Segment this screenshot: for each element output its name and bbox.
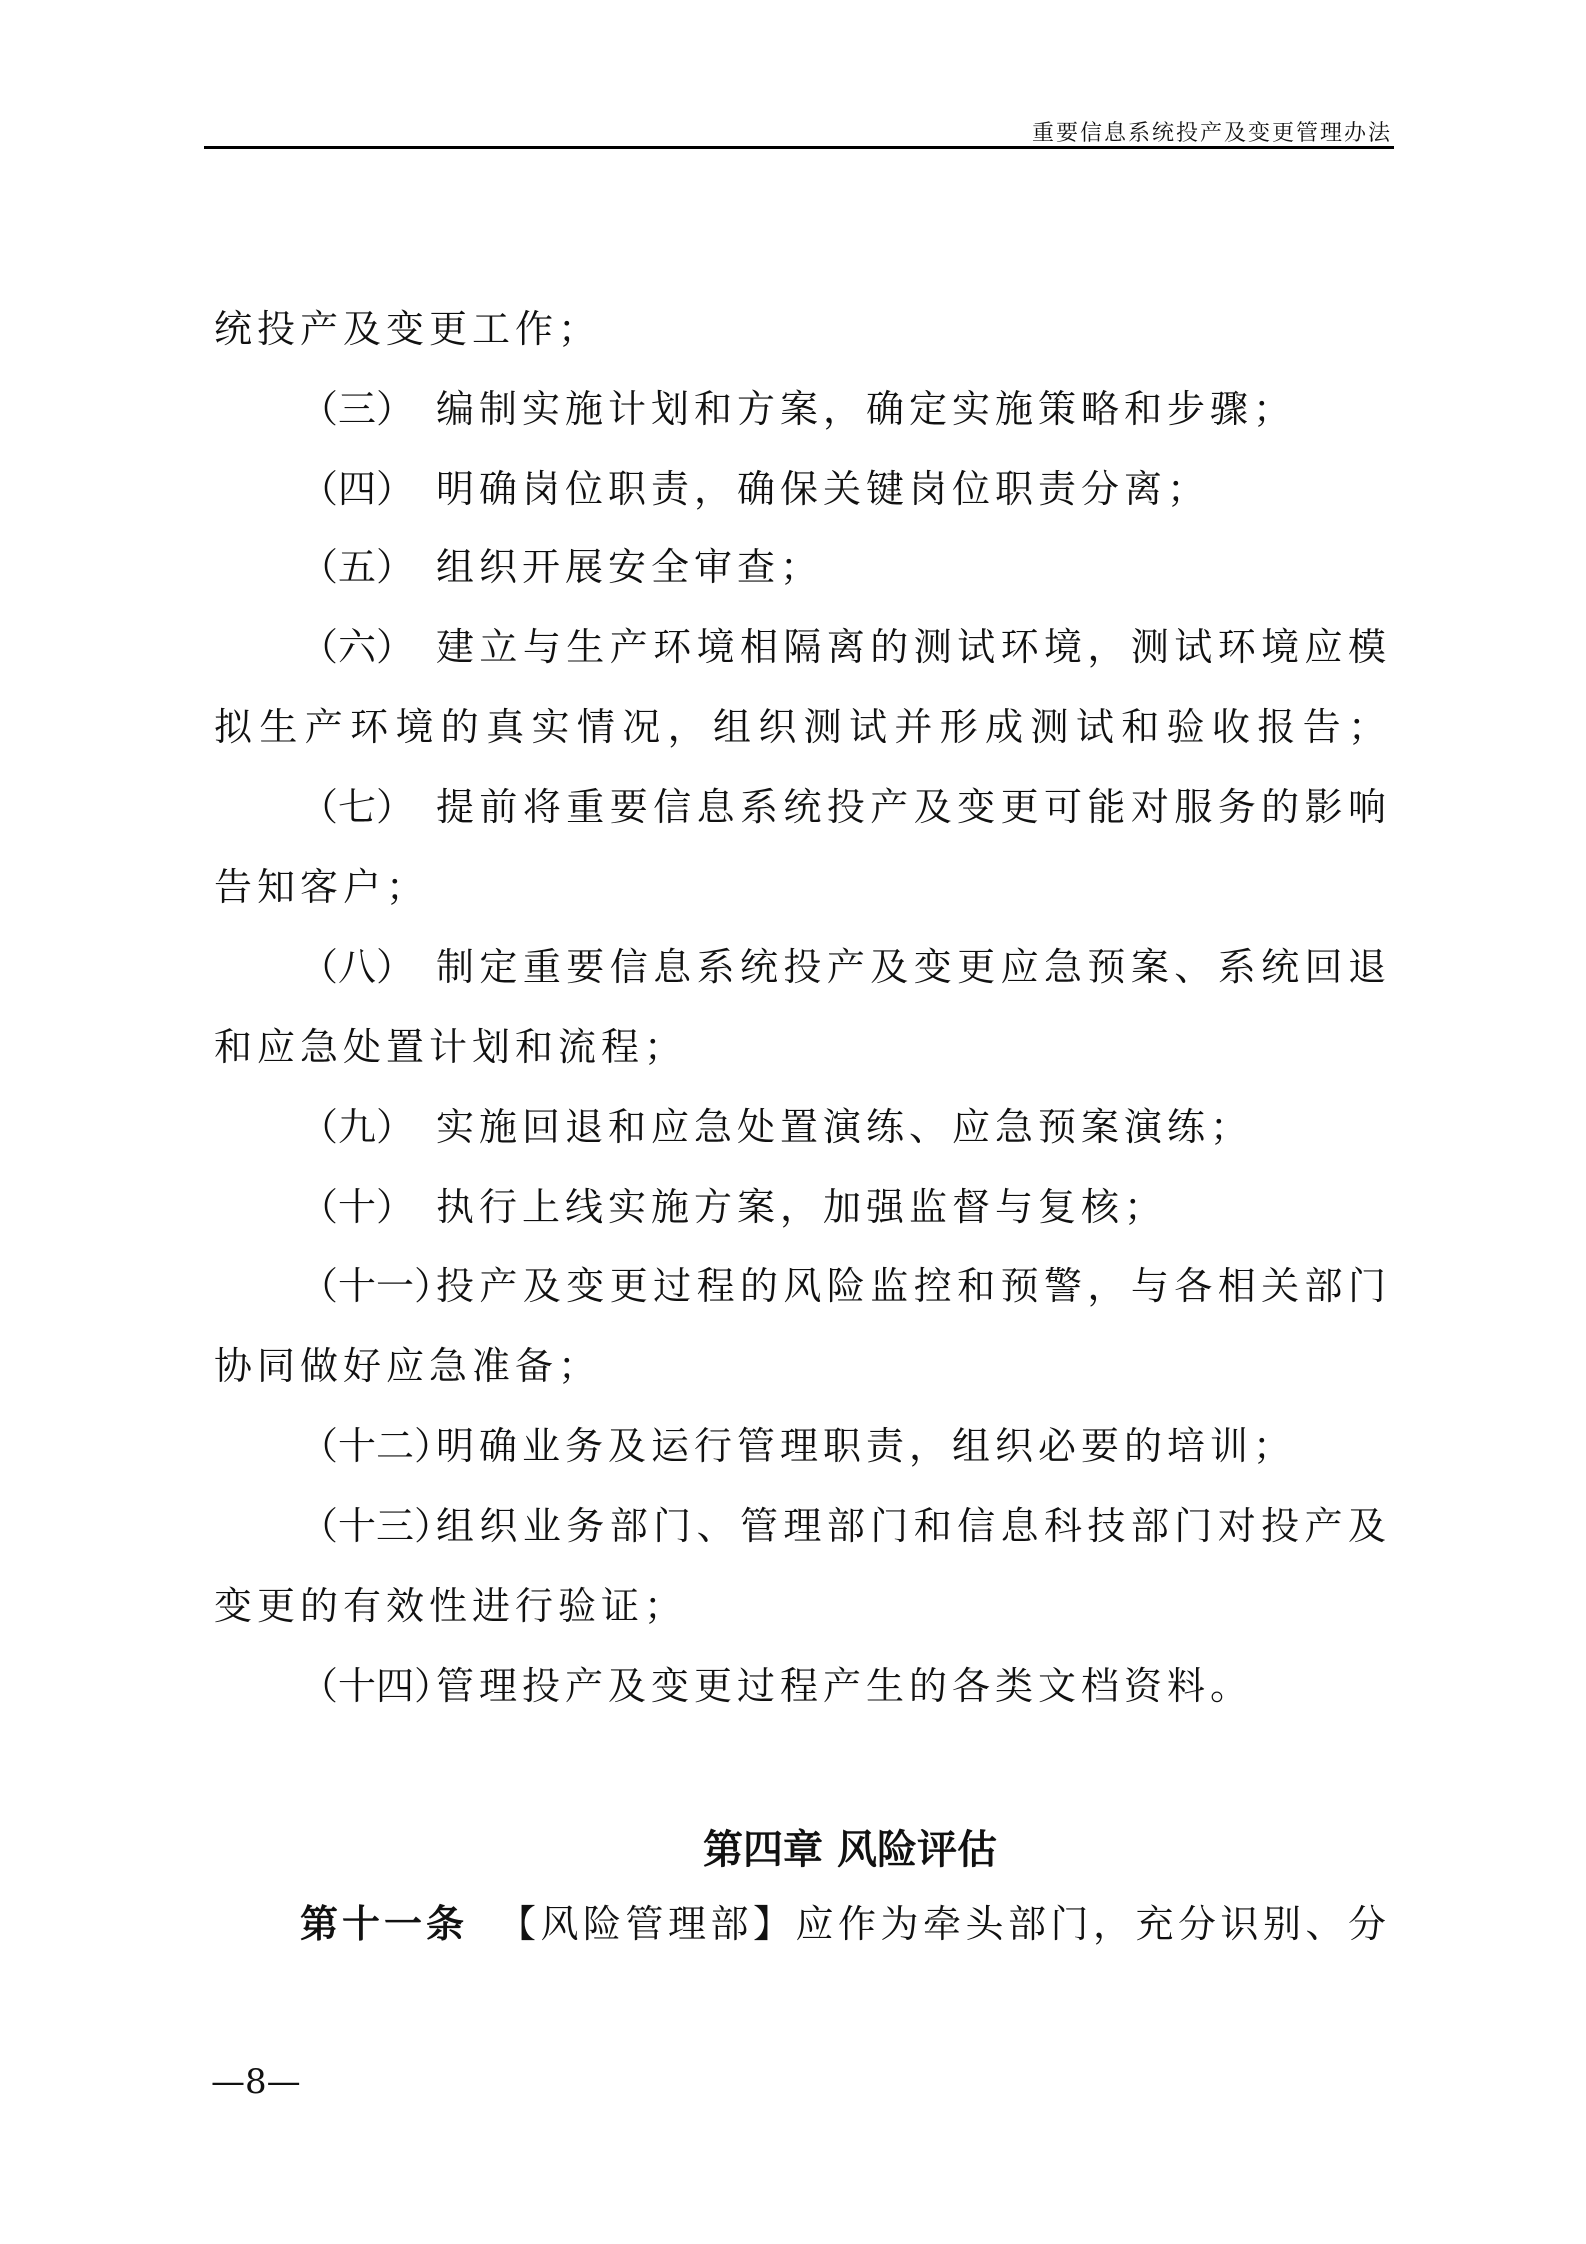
text-line <box>300 384 1296 434</box>
chapter-heading: 第四章 风险评估 <box>703 1827 997 1873</box>
line-text: 和应急处置计划和流程； <box>214 1025 688 1069</box>
article-number: 第十一条 <box>300 1902 469 1946</box>
text-line <box>300 1661 1253 1711</box>
article-text: 【风险管理部】应作为牵头部门，充分识别、分 <box>498 1902 1386 1946</box>
text-line <box>214 304 601 354</box>
text-line <box>300 1261 1386 1311</box>
item-label: （十二） <box>300 1424 453 1468</box>
line-text: 明确岗位职责，确保关键岗位职责分离； <box>436 467 1211 511</box>
text-line <box>214 1022 687 1072</box>
line-text: 编制实施计划和方案，确定实施策略和步骤； <box>436 387 1297 431</box>
line-text: 提前将重要信息系统投产及变更可能对服务的影响 <box>436 785 1386 829</box>
line-text: 管理投产及变更过程产生的各类文档资料。 <box>436 1664 1254 1708</box>
item-label: （七） <box>300 785 415 829</box>
line-text: 拟生产环境的真实情况，组织测试并形成测试和验收报告； <box>214 705 1386 749</box>
line-text: 执行上线实施方案，加强监督与复核； <box>436 1185 1168 1229</box>
item-label: （十一） <box>300 1264 453 1308</box>
item-label: （六） <box>300 625 415 669</box>
text-line <box>214 702 1386 752</box>
item-label: （九） <box>300 1105 415 1149</box>
text-line <box>300 1102 1253 1152</box>
header-rule <box>204 146 1394 149</box>
page-number: —8— <box>211 2062 301 2102</box>
line-text: 建立与生产环境相隔离的测试环境，测试环境应模 <box>436 625 1386 669</box>
text-line <box>214 862 429 912</box>
item-label: （十） <box>300 1185 415 1229</box>
item-label: （五） <box>300 545 415 589</box>
line-text: 实施回退和应急处置演练、应急预案演练； <box>436 1105 1254 1149</box>
text-line <box>214 1581 687 1631</box>
line-text: 告知客户； <box>214 865 430 909</box>
text-line <box>300 464 1210 514</box>
text-line <box>300 942 1386 992</box>
text-line <box>300 1421 1296 1471</box>
line-text: 投产及变更过程的风险监控和预警，与各相关部门 <box>436 1264 1386 1308</box>
item-label: （四） <box>300 467 415 511</box>
text-line <box>214 1341 601 1391</box>
line-text: 制定重要信息系统投产及变更应急预案、系统回退 <box>436 945 1386 989</box>
line-text: 组织业务部门、管理部门和信息科技部门对投产及 <box>436 1504 1386 1548</box>
text-line <box>300 782 1386 832</box>
text-line <box>300 542 823 592</box>
article-paragraph <box>300 1899 1386 1949</box>
running-header: 重要信息系统投产及变更管理办法 <box>1031 121 1392 146</box>
line-text: 明确业务及运行管理职责，组织必要的培训； <box>436 1424 1297 1468</box>
item-label: （十四） <box>300 1664 453 1708</box>
item-label: （十三） <box>300 1504 453 1548</box>
line-text: 协同做好应急准备； <box>214 1344 602 1388</box>
text-line <box>300 1501 1386 1551</box>
text-line <box>300 1182 1167 1232</box>
item-label: （八） <box>300 945 415 989</box>
line-text: 变更的有效性进行验证； <box>214 1584 688 1628</box>
text-line <box>300 622 1386 672</box>
line-text: 统投产及变更工作； <box>214 307 602 351</box>
line-text: 组织开展安全审查； <box>436 545 824 589</box>
item-label: （三） <box>300 387 415 431</box>
